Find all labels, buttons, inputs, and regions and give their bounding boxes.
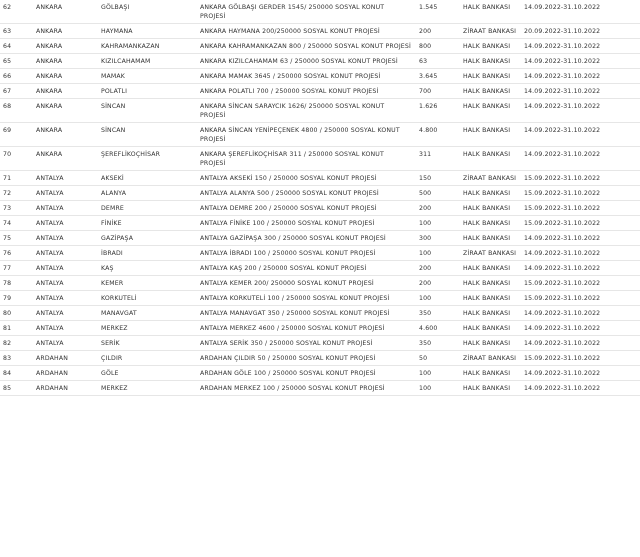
row-number-cell: 80: [0, 306, 29, 321]
application-dates-cell: 14.09.2022-31.10.2022: [522, 246, 640, 261]
table-row: [0, 351, 640, 366]
application-dates-cell: 14.09.2022-31.10.2022: [522, 366, 640, 381]
housing-count-cell: 700: [417, 84, 461, 99]
project-name-cell: ANKARA ŞEREFLİKOÇHİSAR 311 / 250000 SOSYAL KONUT PROJESİ: [198, 147, 417, 171]
province-cell: ANTALYA: [29, 336, 101, 351]
table-row: [0, 216, 640, 231]
bank-cell: HALK BANKASI: [461, 84, 522, 99]
district-cell: MANAVGAT: [101, 306, 198, 321]
row-number-cell: 70: [0, 147, 29, 171]
table-row: [0, 69, 640, 84]
row-number-cell: 68: [0, 99, 29, 123]
bank-cell: HALK BANKASI: [461, 381, 522, 396]
table-row: [0, 39, 640, 54]
table-row: [0, 276, 640, 291]
province-cell: ANKARA: [29, 84, 101, 99]
housing-count-cell: 4.600: [417, 321, 461, 336]
bank-cell: ZİRAAT BANKASI: [461, 351, 522, 366]
province-cell: ANTALYA: [29, 321, 101, 336]
housing-count-cell: 50: [417, 351, 461, 366]
bank-cell: HALK BANKASI: [461, 216, 522, 231]
row-number-cell: 83: [0, 351, 29, 366]
table-row: [0, 246, 640, 261]
application-dates-cell: 15.09.2022-31.10.2022: [522, 216, 640, 231]
housing-count-cell: 200: [417, 261, 461, 276]
row-number-cell: 65: [0, 54, 29, 69]
district-cell: FİNİKE: [101, 216, 198, 231]
application-dates-cell: 15.09.2022-31.10.2022: [522, 351, 640, 366]
table-row: [0, 99, 640, 123]
bank-cell: HALK BANKASI: [461, 39, 522, 54]
application-dates-cell: 14.09.2022-31.10.2022: [522, 321, 640, 336]
housing-count-cell: 150: [417, 171, 461, 186]
application-dates-cell: 15.09.2022-31.10.2022: [522, 201, 640, 216]
housing-count-cell: 300: [417, 231, 461, 246]
province-cell: ANTALYA: [29, 216, 101, 231]
project-name-cell: ANTALYA KEMER 200/ 250000 SOSYAL KONUT PROJESİ: [198, 276, 417, 291]
district-cell: GÖLBAŞI: [101, 0, 198, 24]
row-number-cell: 85: [0, 381, 29, 396]
application-dates-cell: 14.09.2022-31.10.2022: [522, 39, 640, 54]
bank-cell: HALK BANKASI: [461, 186, 522, 201]
application-dates-cell: 14.09.2022-31.10.2022: [522, 0, 640, 24]
row-number-cell: 74: [0, 216, 29, 231]
district-cell: GAZİPAŞA: [101, 231, 198, 246]
bank-cell: HALK BANKASI: [461, 99, 522, 123]
district-cell: SERİK: [101, 336, 198, 351]
table-row: [0, 366, 640, 381]
table-row: [0, 306, 640, 321]
table-row: [0, 54, 640, 69]
application-dates-cell: 15.09.2022-31.10.2022: [522, 186, 640, 201]
district-cell: KAHRAMANKAZAN: [101, 39, 198, 54]
province-cell: ANTALYA: [29, 201, 101, 216]
application-dates-cell: 14.09.2022-31.10.2022: [522, 84, 640, 99]
district-cell: ALANYA: [101, 186, 198, 201]
bank-cell: ZİRAAT BANKASI: [461, 246, 522, 261]
province-cell: ANTALYA: [29, 276, 101, 291]
project-name-cell: ARDAHAN GÖLE 100 / 250000 SOSYAL KONUT PROJESİ: [198, 366, 417, 381]
province-cell: ANTALYA: [29, 306, 101, 321]
project-name-cell: ANKARA MAMAK 3645 / 250000 SOSYAL KONUT PROJESİ: [198, 69, 417, 84]
project-name-cell: ANKARA SİNCAN YENİPEÇENEK 4800 / 250000 SOSYAL KONUT PROJESİ: [198, 123, 417, 147]
row-number-cell: 73: [0, 201, 29, 216]
province-cell: ANKARA: [29, 123, 101, 147]
row-number-cell: 69: [0, 123, 29, 147]
application-dates-cell: 15.09.2022-31.10.2022: [522, 276, 640, 291]
row-number-cell: 75: [0, 231, 29, 246]
housing-count-cell: 800: [417, 39, 461, 54]
table-row: [0, 123, 640, 147]
application-dates-cell: 14.09.2022-31.10.2022: [522, 306, 640, 321]
project-name-cell: ANKARA POLATLI 700 / 250000 SOSYAL KONUT PROJESİ: [198, 84, 417, 99]
row-number-cell: 77: [0, 261, 29, 276]
application-dates-cell: 14.09.2022-31.10.2022: [522, 231, 640, 246]
row-number-cell: 76: [0, 246, 29, 261]
project-name-cell: ANTALYA SERİK 350 / 250000 SOSYAL KONUT PROJESİ: [198, 336, 417, 351]
province-cell: ANTALYA: [29, 186, 101, 201]
province-cell: ANTALYA: [29, 171, 101, 186]
district-cell: KAŞ: [101, 261, 198, 276]
housing-count-cell: 100: [417, 381, 461, 396]
housing-count-cell: 350: [417, 306, 461, 321]
row-number-cell: 82: [0, 336, 29, 351]
project-name-cell: ARDAHAN MERKEZ 100 / 250000 SOSYAL KONUT PROJESİ: [198, 381, 417, 396]
district-cell: DEMRE: [101, 201, 198, 216]
province-cell: ARDAHAN: [29, 351, 101, 366]
province-cell: ARDAHAN: [29, 366, 101, 381]
row-number-cell: 78: [0, 276, 29, 291]
application-dates-cell: 14.09.2022-31.10.2022: [522, 381, 640, 396]
bank-cell: HALK BANKASI: [461, 147, 522, 171]
housing-count-cell: 100: [417, 291, 461, 306]
project-name-cell: ANKARA SİNCAN SARAYCIK 1626/ 250000 SOSYAL KONUT PROJESİ: [198, 99, 417, 123]
bank-cell: HALK BANKASI: [461, 0, 522, 24]
province-cell: ANKARA: [29, 99, 101, 123]
project-name-cell: ANTALYA KORKUTELİ 100 / 250000 SOSYAL KONUT PROJESİ: [198, 291, 417, 306]
row-number-cell: 64: [0, 39, 29, 54]
bank-cell: ZİRAAT BANKASI: [461, 24, 522, 39]
district-cell: İBRADI: [101, 246, 198, 261]
district-cell: AKSEKİ: [101, 171, 198, 186]
district-cell: ŞEREFLİKOÇHİSAR: [101, 147, 198, 171]
district-cell: KEMER: [101, 276, 198, 291]
bank-cell: ZİRAAT BANKASI: [461, 171, 522, 186]
bank-cell: HALK BANKASI: [461, 291, 522, 306]
row-number-cell: 84: [0, 366, 29, 381]
housing-count-cell: 100: [417, 366, 461, 381]
application-dates-cell: 14.09.2022-31.10.2022: [522, 123, 640, 147]
application-dates-cell: 14.09.2022-31.10.2022: [522, 261, 640, 276]
row-number-cell: 81: [0, 321, 29, 336]
row-number-cell: 62: [0, 0, 29, 24]
table-row: [0, 201, 640, 216]
project-name-cell: ANTALYA DEMRE 200 / 250000 SOSYAL KONUT PROJESİ: [198, 201, 417, 216]
housing-count-cell: 350: [417, 336, 461, 351]
housing-count-cell: 1.545: [417, 0, 461, 24]
table-row: [0, 321, 640, 336]
bank-cell: HALK BANKASI: [461, 336, 522, 351]
table-row: [0, 171, 640, 186]
application-dates-cell: 15.09.2022-31.10.2022: [522, 291, 640, 306]
project-name-cell: ARDAHAN ÇILDIR 50 / 250000 SOSYAL KONUT PROJESİ: [198, 351, 417, 366]
province-cell: ANKARA: [29, 24, 101, 39]
province-cell: ARDAHAN: [29, 381, 101, 396]
project-name-cell: ANTALYA AKSEKİ 150 / 250000 SOSYAL KONUT PROJESİ: [198, 171, 417, 186]
project-name-cell: ANTALYA ALANYA 500 / 250000 SOSYAL KONUT PROJESİ: [198, 186, 417, 201]
table-row: [0, 24, 640, 39]
application-dates-cell: 14.09.2022-31.10.2022: [522, 54, 640, 69]
project-name-cell: ANKARA HAYMANA 200/250000 SOSYAL KONUT PROJESİ: [198, 24, 417, 39]
province-cell: ANTALYA: [29, 246, 101, 261]
district-cell: HAYMANA: [101, 24, 198, 39]
project-name-cell: ANTALYA FİNİKE 100 / 250000 SOSYAL KONUT PROJESİ: [198, 216, 417, 231]
row-number-cell: 67: [0, 84, 29, 99]
bank-cell: HALK BANKASI: [461, 276, 522, 291]
project-name-cell: ANKARA KIZILCAHAMAM 63 / 250000 SOSYAL KONUT PROJESİ: [198, 54, 417, 69]
housing-count-cell: 500: [417, 186, 461, 201]
table-row: [0, 261, 640, 276]
bank-cell: HALK BANKASI: [461, 261, 522, 276]
district-cell: MAMAK: [101, 69, 198, 84]
project-name-cell: ANTALYA GAZİPAŞA 300 / 250000 SOSYAL KONUT PROJESİ: [198, 231, 417, 246]
bank-cell: HALK BANKASI: [461, 321, 522, 336]
housing-count-cell: 1.626: [417, 99, 461, 123]
housing-count-cell: 100: [417, 216, 461, 231]
project-name-cell: ANKARA GÖLBAŞI GERDER 1545/ 250000 SOSYAL KONUT PROJESİ: [198, 0, 417, 24]
table-row: [0, 0, 640, 24]
application-dates-cell: 15.09.2022-31.10.2022: [522, 171, 640, 186]
application-dates-cell: 14.09.2022-31.10.2022: [522, 147, 640, 171]
application-dates-cell: 14.09.2022-31.10.2022: [522, 336, 640, 351]
row-number-cell: 72: [0, 186, 29, 201]
district-cell: SİNCAN: [101, 123, 198, 147]
district-cell: MERKEZ: [101, 321, 198, 336]
bank-cell: HALK BANKASI: [461, 366, 522, 381]
table-row: [0, 84, 640, 99]
table-row: [0, 186, 640, 201]
table-row: [0, 147, 640, 171]
row-number-cell: 79: [0, 291, 29, 306]
housing-count-cell: 200: [417, 24, 461, 39]
application-dates-cell: 14.09.2022-31.10.2022: [522, 69, 640, 84]
bank-cell: HALK BANKASI: [461, 69, 522, 84]
housing-count-cell: 200: [417, 201, 461, 216]
application-dates-cell: 20.09.2022-31.10.2022: [522, 24, 640, 39]
row-number-cell: 71: [0, 171, 29, 186]
bank-cell: HALK BANKASI: [461, 54, 522, 69]
bank-cell: HALK BANKASI: [461, 201, 522, 216]
district-cell: KORKUTELİ: [101, 291, 198, 306]
housing-count-cell: 200: [417, 276, 461, 291]
district-cell: POLATLI: [101, 84, 198, 99]
bank-cell: HALK BANKASI: [461, 231, 522, 246]
project-name-cell: ANKARA KAHRAMANKAZAN 800 / 250000 SOSYAL KONUT PROJESİ: [198, 39, 417, 54]
table-row: [0, 291, 640, 306]
district-cell: MERKEZ: [101, 381, 198, 396]
bank-cell: HALK BANKASI: [461, 123, 522, 147]
project-name-cell: ANTALYA MERKEZ 4600 / 250000 SOSYAL KONUT PROJESİ: [198, 321, 417, 336]
province-cell: ANTALYA: [29, 261, 101, 276]
province-cell: ANKARA: [29, 147, 101, 171]
row-number-cell: 63: [0, 24, 29, 39]
district-cell: GÖLE: [101, 366, 198, 381]
province-cell: ANKARA: [29, 0, 101, 24]
table-row: [0, 231, 640, 246]
row-number-cell: 66: [0, 69, 29, 84]
housing-count-cell: 63: [417, 54, 461, 69]
province-cell: ANKARA: [29, 69, 101, 84]
table-row: [0, 336, 640, 351]
district-cell: ÇILDIR: [101, 351, 198, 366]
housing-count-cell: 3.645: [417, 69, 461, 84]
application-dates-cell: 14.09.2022-31.10.2022: [522, 99, 640, 123]
district-cell: KIZILCAHAMAM: [101, 54, 198, 69]
housing-count-cell: 100: [417, 246, 461, 261]
province-cell: ANKARA: [29, 54, 101, 69]
bank-cell: HALK BANKASI: [461, 306, 522, 321]
table-row: [0, 381, 640, 396]
province-cell: ANKARA: [29, 39, 101, 54]
housing-count-cell: 311: [417, 147, 461, 171]
project-name-cell: ANTALYA KAŞ 200 / 250000 SOSYAL KONUT PROJESİ: [198, 261, 417, 276]
province-cell: ANTALYA: [29, 231, 101, 246]
housing-count-cell: 4.800: [417, 123, 461, 147]
district-cell: SİNCAN: [101, 99, 198, 123]
project-name-cell: ANTALYA MANAVGAT 350 / 250000 SOSYAL KONUT PROJESİ: [198, 306, 417, 321]
province-cell: ANTALYA: [29, 291, 101, 306]
project-name-cell: ANTALYA İBRADI 100 / 250000 SOSYAL KONUT PROJESİ: [198, 246, 417, 261]
